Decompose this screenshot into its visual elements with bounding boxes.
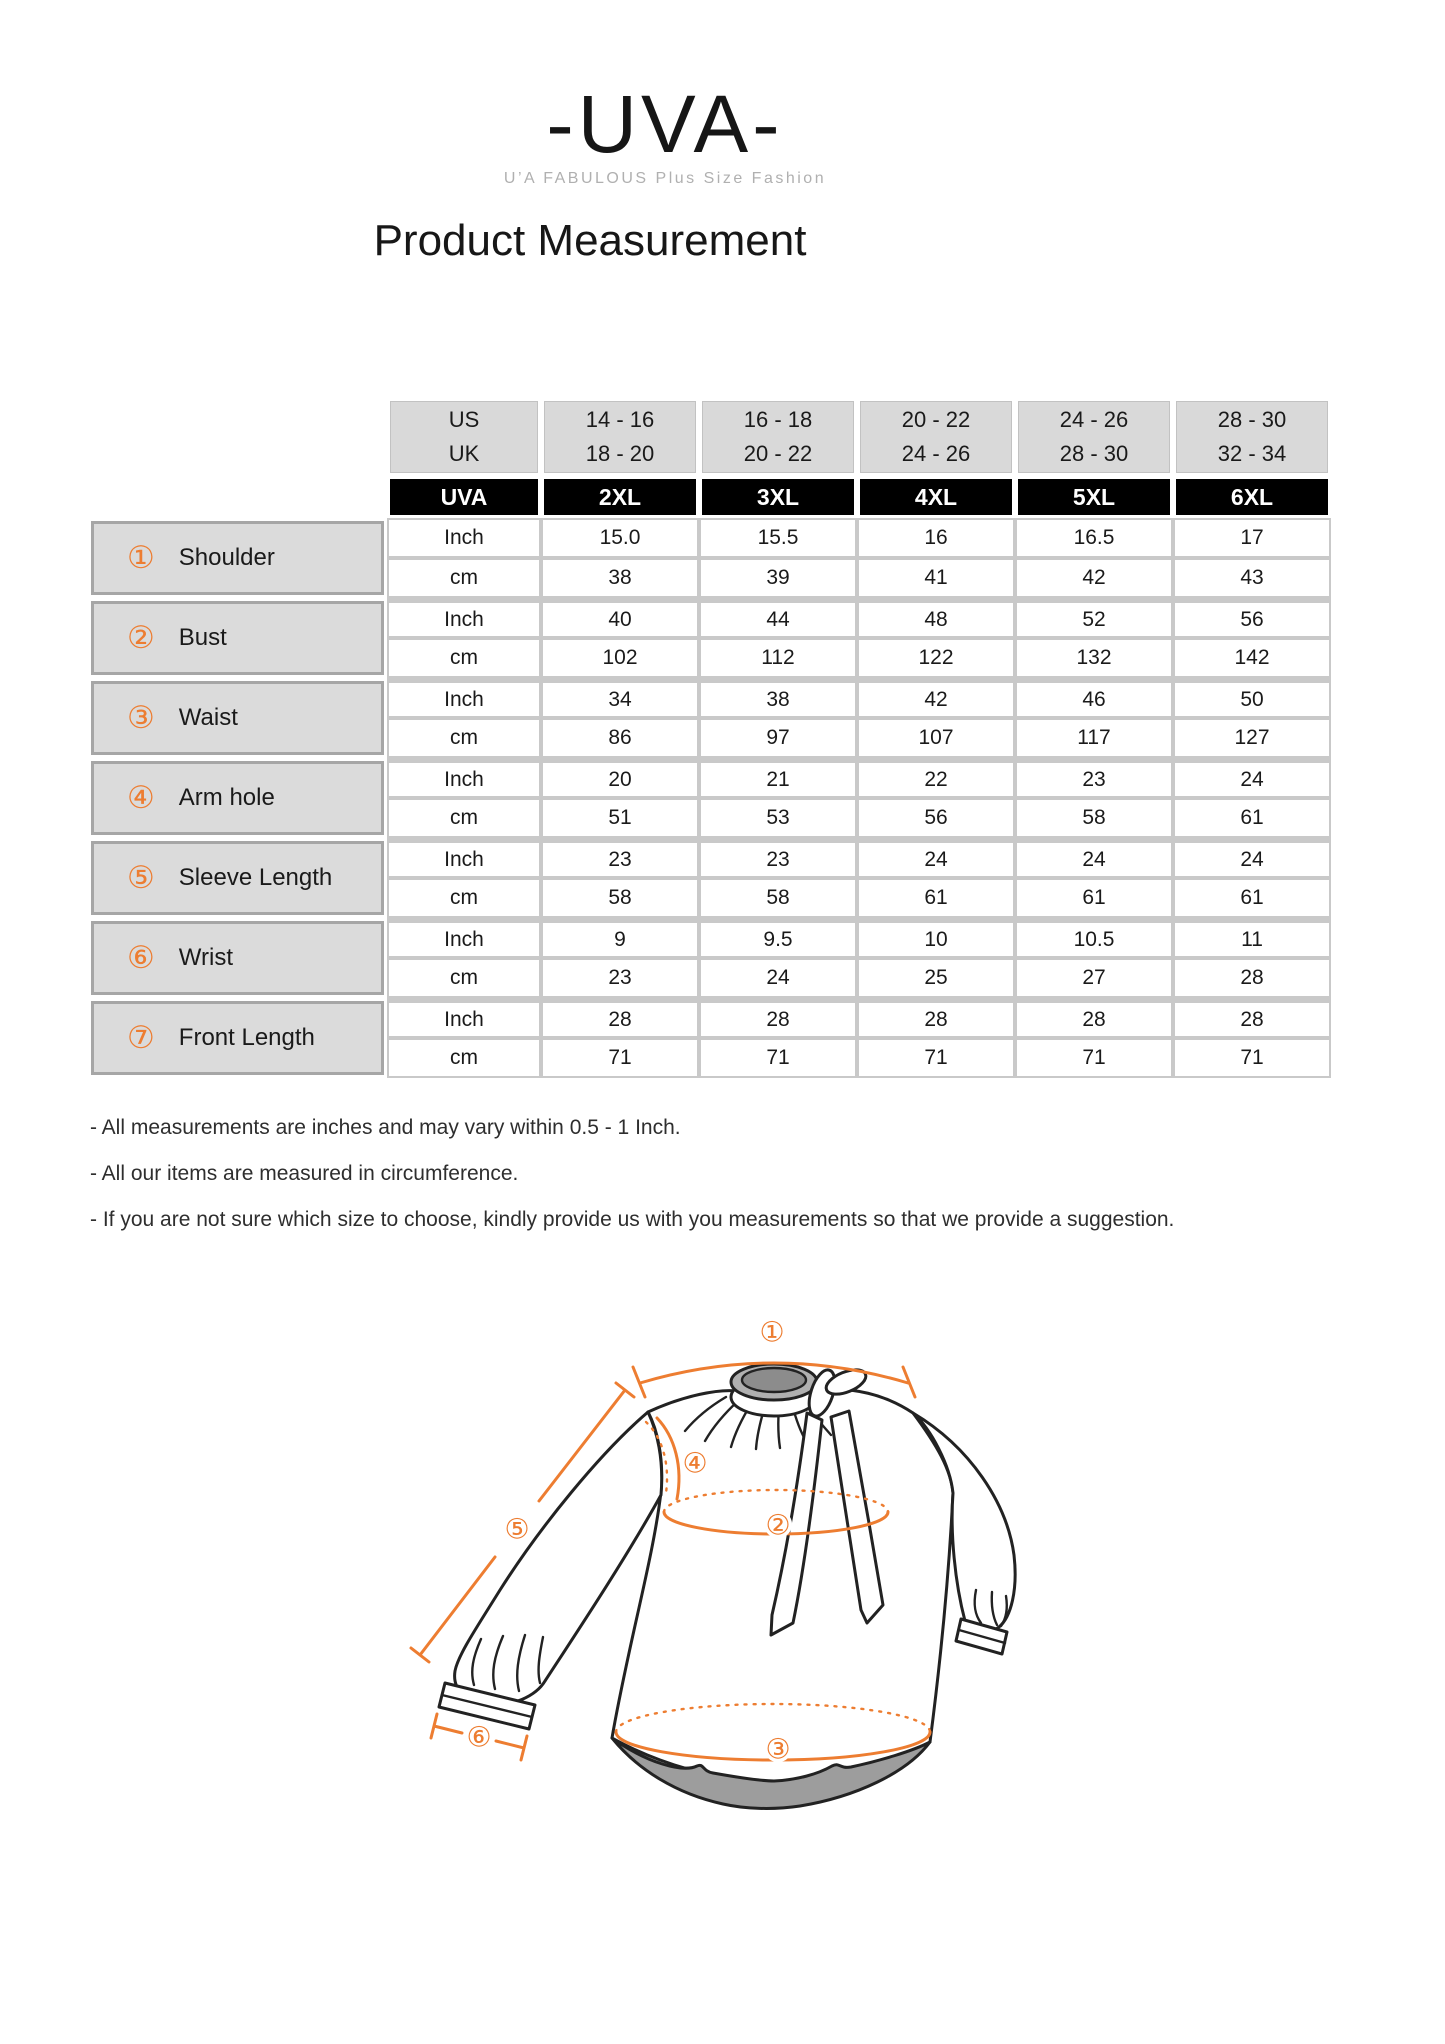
- cm-value-cell: 38: [541, 558, 699, 598]
- inch-value-cell: 24: [1173, 758, 1331, 798]
- cm-value-cell: 86: [541, 718, 699, 758]
- measurement-name: Arm hole: [178, 784, 275, 811]
- measurement-table: [88, 398, 1331, 1078]
- cm-value-cell: 43: [1173, 558, 1331, 598]
- measurement-number-icon: ⑥: [127, 940, 155, 976]
- sleeve-marker: ⑤: [504, 1512, 530, 1546]
- unit-inch-cell: Inch: [387, 678, 541, 718]
- inch-value-cell: 10: [857, 918, 1015, 958]
- inch-value-cell: 10.5: [1015, 918, 1173, 958]
- inch-value-cell: 34: [541, 678, 699, 718]
- unit-cm-cell: cm: [387, 878, 541, 918]
- cm-value-cell: 61: [1173, 798, 1331, 838]
- us-size-range: 28 - 30: [1217, 407, 1287, 432]
- measurement-label-wrist: [88, 918, 387, 998]
- measurement-name: Waist: [178, 704, 238, 731]
- brand-header: [0, 80, 1330, 188]
- unit-cm-cell: cm: [387, 1038, 541, 1078]
- size-range-cell: [1173, 398, 1331, 476]
- inch-value-cell: 28: [857, 998, 1015, 1038]
- inch-value-cell: 15.0: [541, 518, 699, 558]
- brand-tagline: U’A FABULOUS Plus Size Fashion: [503, 170, 827, 188]
- cm-value-cell: 132: [1015, 638, 1173, 678]
- inch-value-cell: 52: [1015, 598, 1173, 638]
- inch-value-cell: 23: [699, 838, 857, 878]
- cm-value-cell: 61: [1173, 878, 1331, 918]
- measurement-number-icon: ④: [127, 780, 155, 816]
- armhole-marker: ④: [682, 1446, 708, 1480]
- cm-value-cell: 71: [541, 1038, 699, 1078]
- measurement-name: Bust: [178, 624, 227, 651]
- measurement-label-arm-hole: [88, 758, 387, 838]
- brand-size-cell: 4XL: [857, 476, 1015, 518]
- us-size-range: 16 - 18: [743, 407, 813, 432]
- measurement-label-shoulder: [88, 518, 387, 598]
- inch-value-cell: 9: [541, 918, 699, 958]
- inch-value-cell: 22: [857, 758, 1015, 798]
- cm-value-cell: 25: [857, 958, 1015, 998]
- note-line: - If you are not sure which size to choose, kindly provide us with you measurements so that we provide a suggestion.: [90, 1208, 1175, 1232]
- inch-value-cell: 17: [1173, 518, 1331, 558]
- unit-cm-cell: cm: [387, 718, 541, 758]
- inch-value-cell: 28: [1173, 998, 1331, 1038]
- inch-value-cell: 23: [541, 838, 699, 878]
- us-label: US: [448, 407, 480, 432]
- us-size-range: 24 - 26: [1059, 407, 1129, 432]
- cm-value-cell: 42: [1015, 558, 1173, 598]
- unit-inch-cell: Inch: [387, 758, 541, 798]
- cm-value-cell: 39: [699, 558, 857, 598]
- shoulder-marker: ①: [759, 1315, 785, 1349]
- size-range-cell: [699, 398, 857, 476]
- uk-label: UK: [448, 441, 480, 466]
- cm-value-cell: 56: [857, 798, 1015, 838]
- cm-value-cell: 58: [1015, 798, 1173, 838]
- brand-size-cell: 5XL: [1015, 476, 1173, 518]
- inch-value-cell: 24: [1173, 838, 1331, 878]
- cm-value-cell: 102: [541, 638, 699, 678]
- note-line: - All measurements are inches and may vary within 0.5 - 1 Inch.: [90, 1116, 681, 1139]
- cm-value-cell: 61: [1015, 878, 1173, 918]
- brand-logo: -UVA-: [546, 79, 784, 170]
- inch-value-cell: 21: [699, 758, 857, 798]
- inch-value-cell: 28: [1015, 998, 1173, 1038]
- uk-size-range: 32 - 34: [1217, 441, 1287, 466]
- measurement-name: Wrist: [178, 944, 234, 971]
- unit-inch-cell: Inch: [387, 838, 541, 878]
- cm-value-cell: 27: [1015, 958, 1173, 998]
- cm-value-cell: 71: [699, 1038, 857, 1078]
- measurement-number-icon: ⑦: [127, 1020, 155, 1056]
- measurement-number-icon: ①: [127, 540, 155, 576]
- cm-value-cell: 41: [857, 558, 1015, 598]
- measurement-name: Shoulder: [178, 544, 275, 571]
- table-spacer: [88, 476, 387, 518]
- inch-value-cell: 50: [1173, 678, 1331, 718]
- measurement-number-icon: ⑤: [127, 860, 155, 896]
- cm-value-cell: 142: [1173, 638, 1331, 678]
- inch-value-cell: 44: [699, 598, 857, 638]
- garment-diagram: [295, 1305, 1135, 1835]
- size-table: [88, 398, 1331, 1078]
- cm-value-cell: 107: [857, 718, 1015, 758]
- cm-value-cell: 23: [541, 958, 699, 998]
- cm-value-cell: 127: [1173, 718, 1331, 758]
- cm-value-cell: 28: [1173, 958, 1331, 998]
- measurement-label-front-length: [88, 998, 387, 1078]
- cm-value-cell: 71: [1015, 1038, 1173, 1078]
- inch-value-cell: 40: [541, 598, 699, 638]
- page-title: Product Measurement: [373, 216, 807, 265]
- inch-value-cell: 16: [857, 518, 1015, 558]
- wrist-marker: ⑥: [466, 1720, 492, 1754]
- cm-value-cell: 58: [699, 878, 857, 918]
- inch-value-cell: 56: [1173, 598, 1331, 638]
- note-line: - All our items are measured in circumference.: [90, 1162, 519, 1186]
- unit-inch-cell: Inch: [387, 918, 541, 958]
- inch-value-cell: 46: [1015, 678, 1173, 718]
- size-range-cell: [541, 398, 699, 476]
- region-label-cell: [387, 398, 541, 476]
- measurement-label-bust: [88, 598, 387, 678]
- cm-value-cell: 71: [857, 1038, 1015, 1078]
- cm-value-cell: 24: [699, 958, 857, 998]
- uk-size-range: 24 - 26: [901, 441, 971, 466]
- unit-inch-cell: Inch: [387, 518, 541, 558]
- measurement-name: Sleeve Length: [178, 864, 333, 891]
- inch-value-cell: 42: [857, 678, 1015, 718]
- cm-value-cell: 112: [699, 638, 857, 678]
- measurement-number-icon: ②: [127, 620, 155, 656]
- unit-cm-cell: cm: [387, 958, 541, 998]
- brand-size-cell: 6XL: [1173, 476, 1331, 518]
- unit-cm-cell: cm: [387, 558, 541, 598]
- size-range-cell: [857, 398, 1015, 476]
- size-range-cell: [1015, 398, 1173, 476]
- unit-inch-cell: Inch: [387, 998, 541, 1038]
- measurement-label-sleeve-length: [88, 838, 387, 918]
- uk-size-range: 28 - 30: [1059, 441, 1129, 466]
- inch-value-cell: 16.5: [1015, 518, 1173, 558]
- unit-inch-cell: Inch: [387, 598, 541, 638]
- us-size-range: 20 - 22: [901, 407, 971, 432]
- measurement-number-icon: ③: [127, 700, 155, 736]
- us-size-range: 14 - 16: [585, 407, 655, 432]
- brand-size-cell: 2XL: [541, 476, 699, 518]
- bust-marker: ②: [765, 1508, 791, 1542]
- inch-value-cell: 23: [1015, 758, 1173, 798]
- cm-value-cell: 71: [1173, 1038, 1331, 1078]
- inch-value-cell: 20: [541, 758, 699, 798]
- brand-size-cell: 3XL: [699, 476, 857, 518]
- inch-value-cell: 24: [857, 838, 1015, 878]
- table-corner-spacer: [88, 398, 387, 476]
- collar-opening: [742, 1368, 806, 1392]
- inch-value-cell: 28: [541, 998, 699, 1038]
- inch-value-cell: 9.5: [699, 918, 857, 958]
- cm-value-cell: 122: [857, 638, 1015, 678]
- notes-list: [90, 1116, 1174, 1254]
- waist-marker: ③: [765, 1732, 791, 1766]
- uk-size-range: 20 - 22: [743, 441, 813, 466]
- uk-size-range: 18 - 20: [585, 441, 655, 466]
- cm-value-cell: 117: [1015, 718, 1173, 758]
- cm-value-cell: 53: [699, 798, 857, 838]
- measurement-name: Front Length: [178, 1024, 315, 1051]
- brand-size-label: UVA: [387, 476, 541, 518]
- unit-cm-cell: cm: [387, 798, 541, 838]
- cm-value-cell: 97: [699, 718, 857, 758]
- inch-value-cell: 28: [699, 998, 857, 1038]
- cm-value-cell: 51: [541, 798, 699, 838]
- cm-value-cell: 58: [541, 878, 699, 918]
- inch-value-cell: 48: [857, 598, 1015, 638]
- unit-cm-cell: cm: [387, 638, 541, 678]
- inch-value-cell: 15.5: [699, 518, 857, 558]
- measurement-label-waist: [88, 678, 387, 758]
- inch-value-cell: 24: [1015, 838, 1173, 878]
- cm-value-cell: 61: [857, 878, 1015, 918]
- inch-value-cell: 11: [1173, 918, 1331, 958]
- inch-value-cell: 38: [699, 678, 857, 718]
